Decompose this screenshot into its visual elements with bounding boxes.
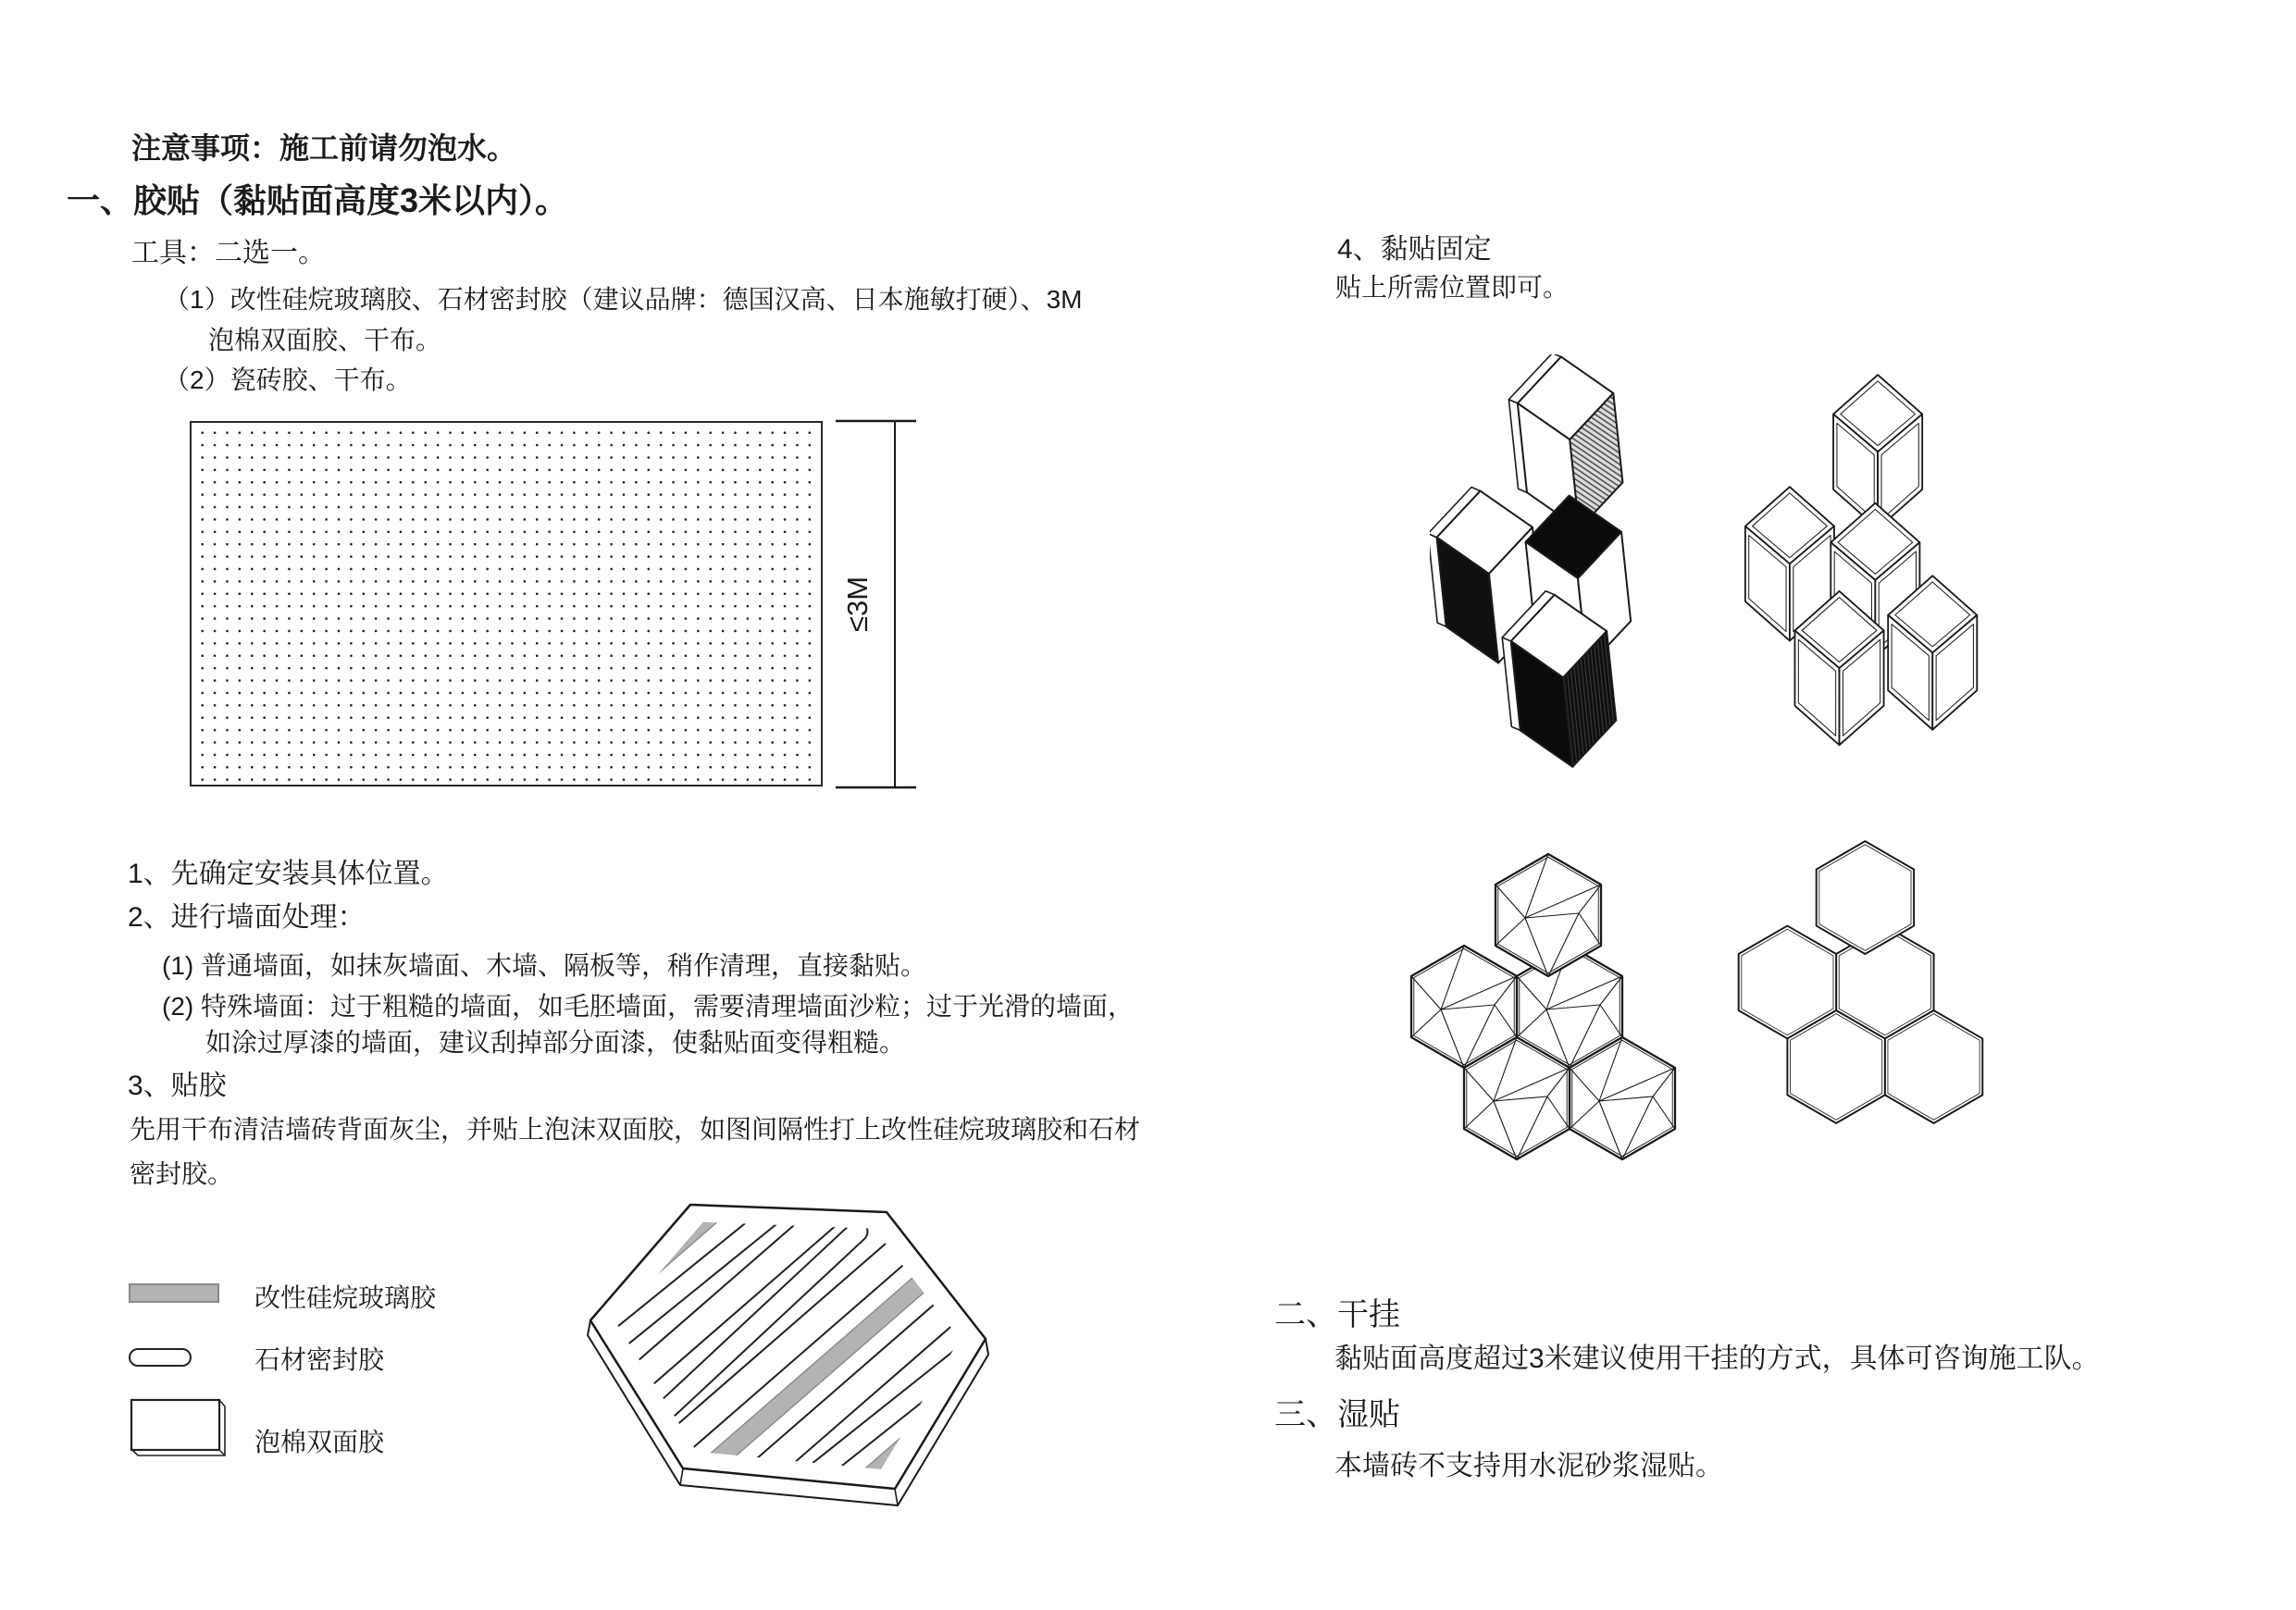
legend-swatch-sealant	[129, 1348, 192, 1367]
step2-item2-line1: (2) 特殊墙面：过于粗糙的墙面，如毛胚墙面，需要清理墙面沙粒；过于光滑的墙面，	[162, 992, 1135, 1021]
tool-option1-line1: （1）改性硅烷玻璃胶、石材密封胶（建议品牌：德国汉高、日本施敏打硬）、3M	[164, 285, 1083, 314]
legend-swatch-glass-glue	[129, 1283, 219, 1303]
section3-desc: 本墙砖不支持用水泥砂浆湿贴。	[1334, 1451, 1723, 1481]
section3-title: 三、湿贴	[1274, 1397, 1400, 1432]
foam-tape-swatch-icon	[130, 1398, 228, 1457]
legend-label-foam-tape: 泡棉双面胶	[254, 1428, 385, 1456]
step3-desc-line1: 先用干布清洁墙砖背面灰尘，并贴上泡沫双面胶，如图间隔性打上改性硅烷玻璃胶和石材	[130, 1115, 1141, 1144]
section2-title: 二、干挂	[1274, 1297, 1400, 1332]
tools-heading: 工具：二选一。	[131, 238, 326, 268]
diamond-tiles-front-diagram	[1430, 354, 1637, 789]
faceted-hexagon-tiles-diagram	[1405, 849, 1678, 1164]
tool-option1-line2: 泡棉双面胶、干布。	[208, 326, 442, 354]
legend-swatch-foam-tape	[130, 1398, 228, 1457]
section1-title: 一、胶贴（黏贴面高度3米以内）。	[67, 181, 569, 219]
notice-heading: 注意事项：施工前请勿泡水。	[131, 131, 517, 165]
legend-label-sealant: 石材密封胶	[254, 1345, 385, 1374]
plain-hexagon-tiles-diagram	[1732, 837, 1984, 1127]
wall-height-dimension	[826, 415, 928, 796]
tile-back-glue-pattern-diagram	[572, 1194, 1007, 1582]
step1: 1、先确定安装具体位置。	[128, 859, 449, 889]
step2: 2、进行墙面处理：	[128, 902, 366, 933]
step4: 4、黏贴固定	[1337, 234, 1492, 265]
cube-tiles-outline-diagram	[1732, 363, 1980, 749]
step3-desc-line2: 密封胶。	[130, 1159, 234, 1188]
dimension-label: ≤3M	[841, 576, 874, 633]
section2-desc: 黏贴面高度超过3米建议使用干挂的方式，具体可咨询施工队。	[1334, 1344, 2100, 1374]
step2-item2-line2: 如涂过厚漆的墙面，建议刮掉部分面漆，使黏贴面变得粗糙。	[205, 1028, 906, 1057]
step2-item1: (1) 普通墙面，如抹灰墙面、木墙、隔板等，稍作清理，直接黏贴。	[162, 951, 927, 980]
legend-label-glass-glue: 改性硅烷玻璃胶	[254, 1283, 437, 1312]
tool-option2: （2）瓷砖胶、干布。	[164, 365, 412, 394]
step4-desc: 贴上所需位置即可。	[1335, 273, 1570, 302]
step3: 3、贴胶	[128, 1071, 227, 1101]
wall-area-diagram	[190, 421, 823, 786]
